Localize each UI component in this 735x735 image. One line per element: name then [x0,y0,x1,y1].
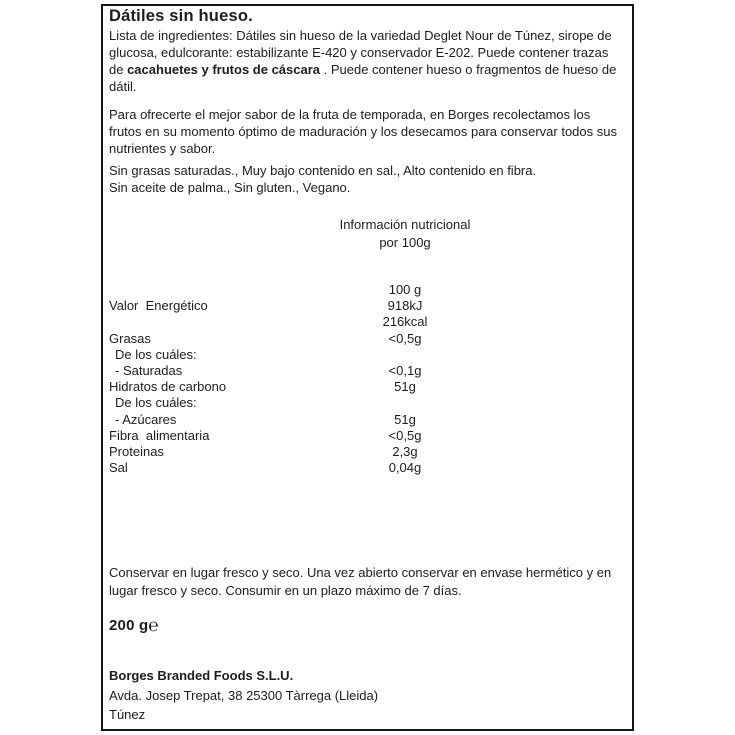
allergens-bold-text: cacahuetes y frutos de cáscara [127,62,321,77]
net-weight-value: 200 g [109,617,149,634]
nutrition-value: 216kcal [382,314,428,330]
company-info [109,666,626,725]
nutrition-label: Proteinas [109,444,164,460]
product-label-box [101,4,634,731]
nutrition-label [103,314,285,330]
nutrition-value: <0,5g [388,330,422,346]
nutrition-label [103,282,285,298]
nutrition-label: - Azúcares [115,411,177,427]
nutrition-row-fat [103,331,632,347]
nutrition-label: Grasas [109,330,151,346]
nutrition-label: De los cuáles: [115,395,197,411]
nutrition-row-fibre [103,428,632,444]
nutrition-row-energy [103,298,632,314]
nutrition-header [285,216,525,252]
estimated-sign: ℮ [148,615,160,635]
ingredients-text-after: . Puede contener hueso o fragmentos de hueso de dátil. [109,62,617,94]
marketing-paragraph: Para ofrecerte el mejor sabor de la fruta de temporada, en Borges recolectamos los frutos en su momento óptimo de maduración y los desecamos para conservar todos sus nutrientes y sabor. [109,107,617,156]
nutrition-label: Valor Energético [109,298,208,314]
nutrition-label: Hidratos de carbono [109,379,227,395]
product-title: Dátiles sin hueso. [109,7,253,25]
company-name: Borges Branded Foods S.L.U. [109,668,294,683]
nutrition-row-carbohydrates [103,379,632,395]
nutrition-table [103,282,632,476]
nutrition-row-sugars [103,412,632,428]
nutrition-row-energy-kcal [103,314,632,330]
nutrition-value: 918kJ [387,298,423,314]
nutrition-row-column-header [103,282,632,298]
storage-paragraph: Conservar en lugar fresco y seco. Una vez abierto conservar en envase hermético y en lugar fresco y seco. Consumir en un plazo máximo de 7 días. [109,565,612,598]
nutrition-value: <0,5g [388,427,422,443]
nutrition-subtitle: por 100g [379,235,431,250]
nutrition-label: Sal [109,460,128,476]
nutrition-value [285,347,525,363]
nutrition-label: De los cuáles: [115,346,197,362]
nutrition-value: 51g [394,411,416,427]
nutrition-value: 100 g [388,282,422,297]
company-origin: Túnez [109,707,146,722]
nutrition-value: <0,1g [388,363,422,379]
nutrition-title: Información nutricional [339,217,471,232]
nutrition-value [285,395,525,411]
nutrition-value: 0,04g [388,460,422,476]
nutrition-row-protein [103,444,632,460]
net-weight [109,615,626,636]
company-address: Avda. Josep Trepat, 38 25300 Tàrrega (Lleida) [109,687,379,703]
claims-line-1: Sin grasas saturadas., Muy bajo contenido en sal., Alto contenido en fibra. [109,163,537,178]
ingredients-paragraph [109,27,626,95]
claims-line-2: Sin aceite de palma., Sin gluten., Vegano. [109,180,351,195]
nutrition-value: 2,3g [392,444,418,460]
nutrition-row-of-which-fat [103,347,632,363]
nutrition-label: Fibra alimentaria [109,427,210,443]
nutrition-row-saturated [103,363,632,379]
nutrition-label: - Saturadas [115,363,183,379]
nutrition-value: 51g [394,379,416,395]
nutrition-row-salt [103,460,632,476]
ingredients-text-before: Lista de ingredientes: Dátiles sin hueso de la variedad Deglet Nour de Túnez, sirope de glucosa, edulcorante: estabilizante E-420 y conservador E-202. Puede contener trazas de [109,28,612,77]
nutrition-row-of-which-carbs [103,395,632,411]
